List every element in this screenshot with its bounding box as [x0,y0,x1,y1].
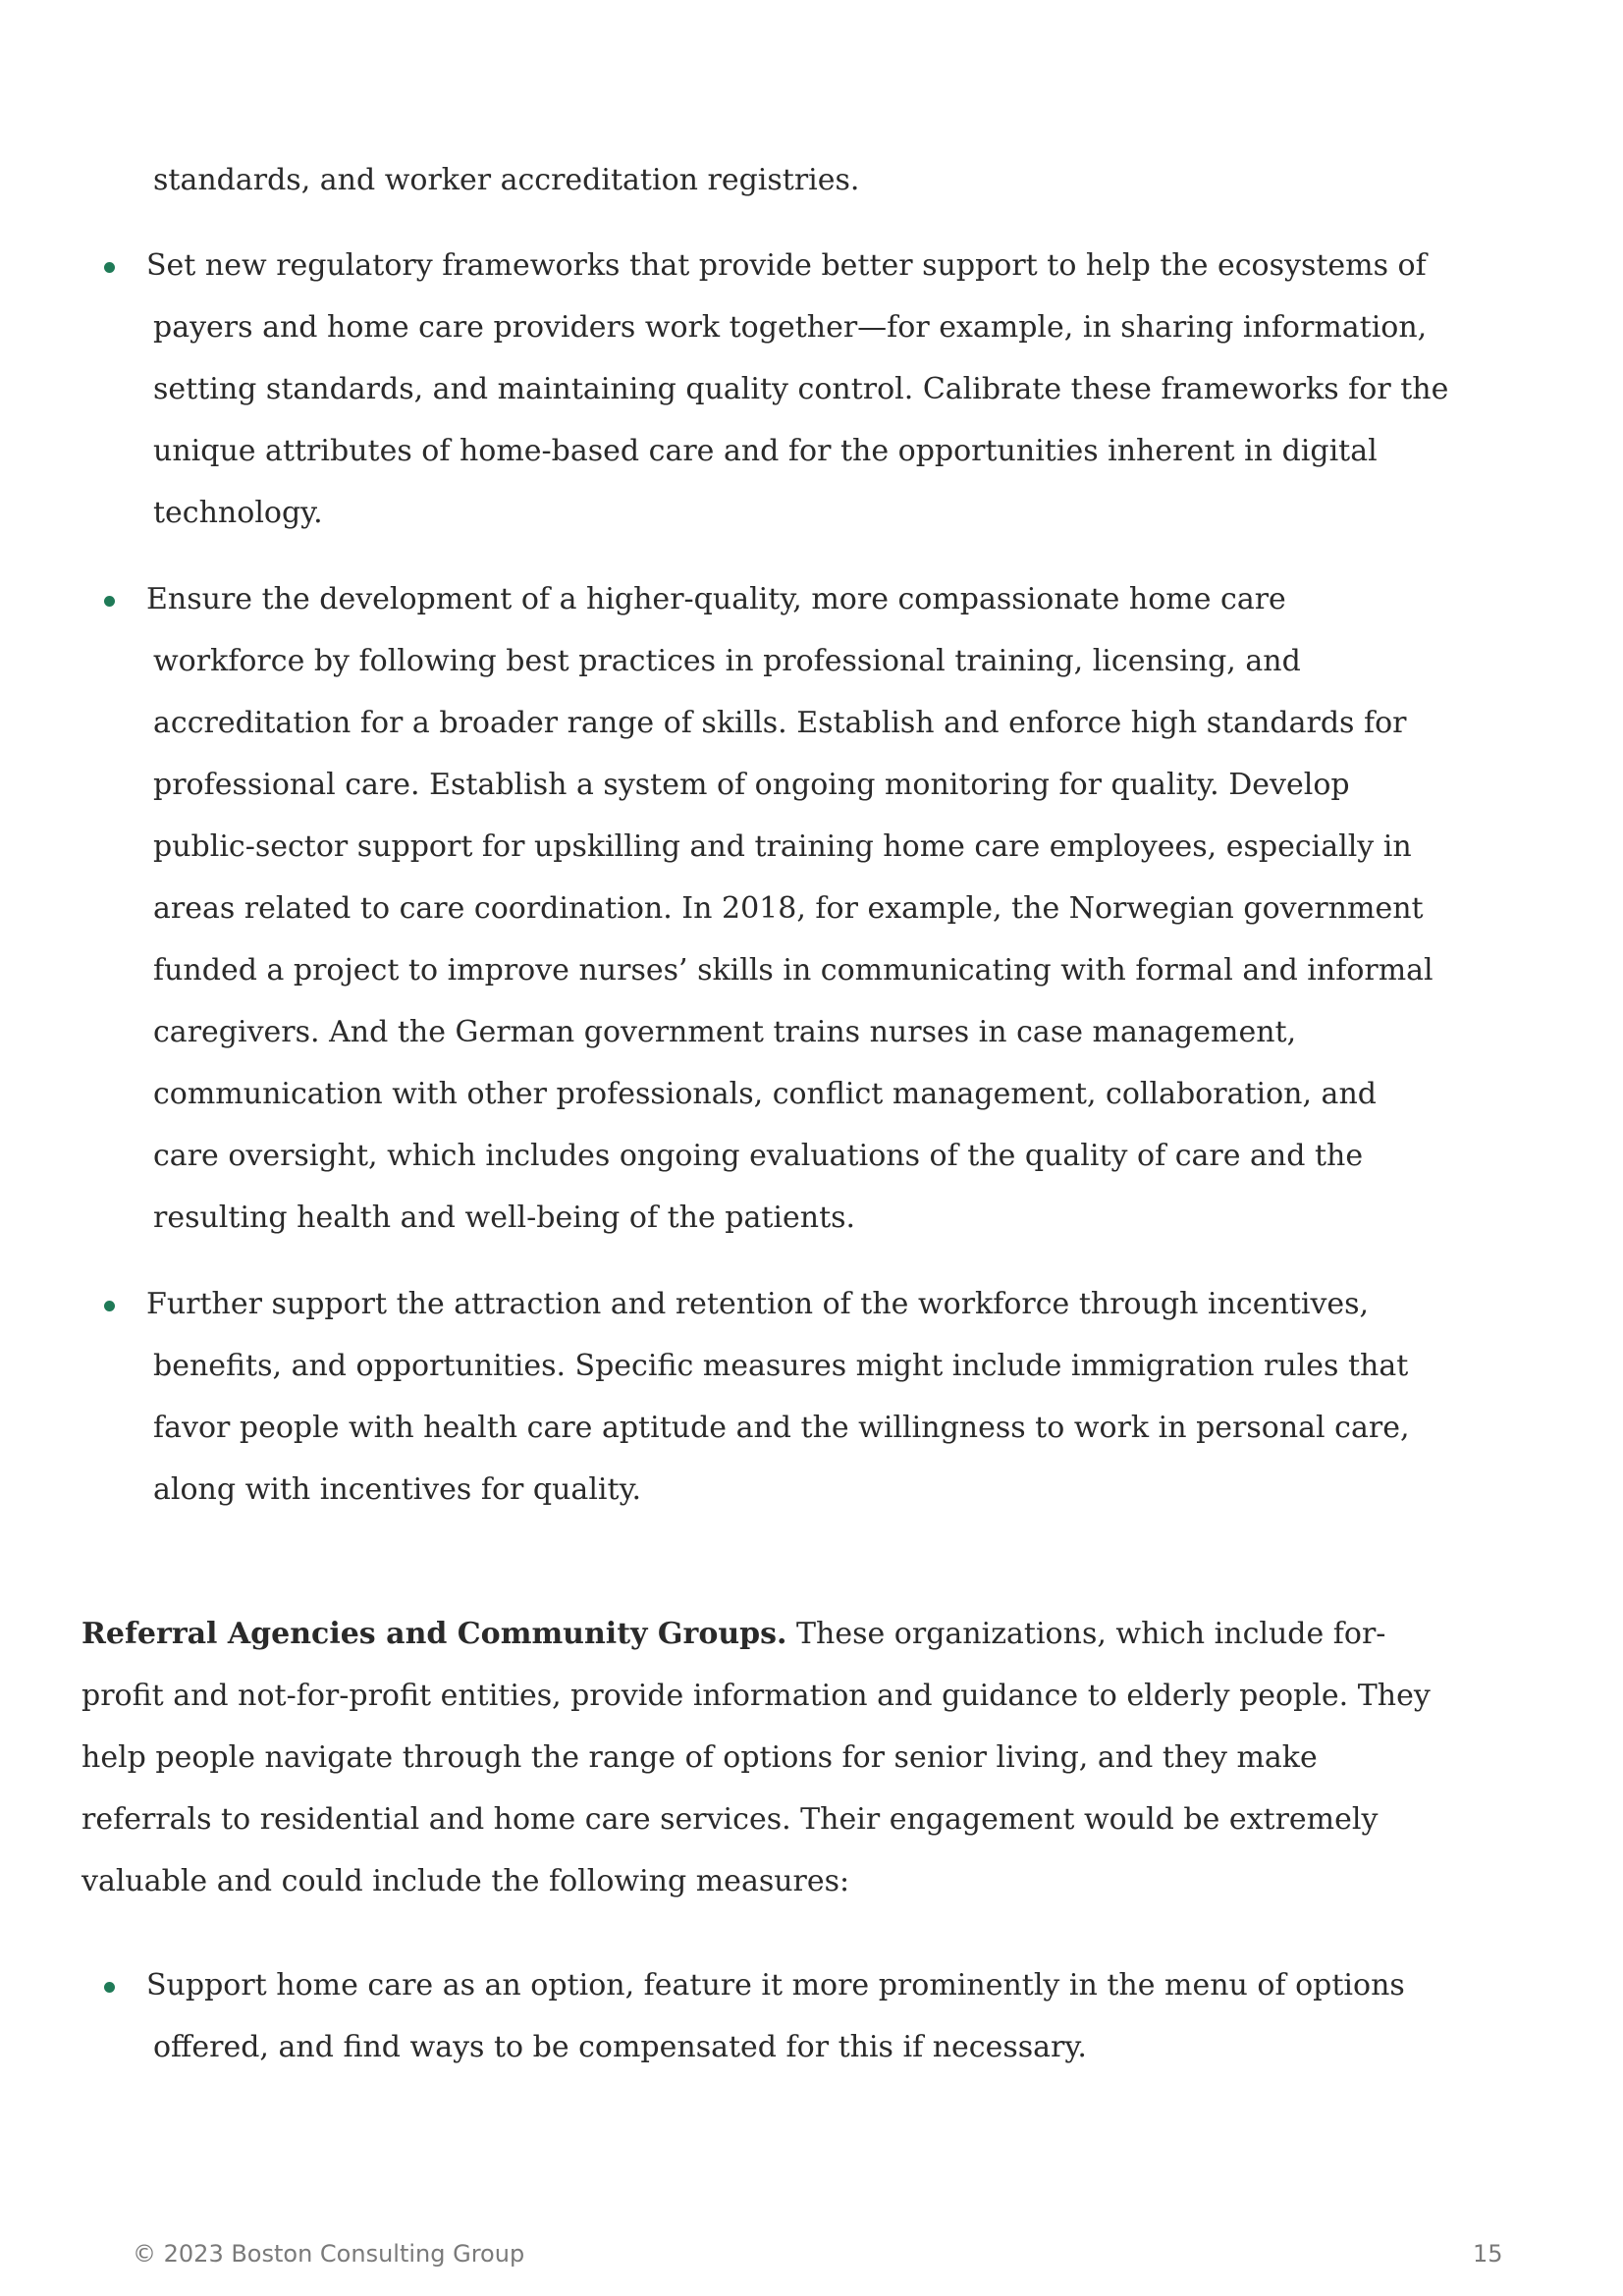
bullet-text-line: Support home care as an option, feature it more prominently in the menu of options [146,1968,1405,2002]
bullet-text-line: communication with other professionals, conflict management, collaboration, and [153,1077,1377,1111]
bullet-text-line: Ensure the development of a higher-quality, more compassionate home care [146,582,1286,616]
section-text-line: profit and not-for-profit entities, provide information and guidance to elderly people. They [81,1679,1431,1713]
bullet-text-line: favor people with health care aptitude and the willingness to work in personal care, [153,1411,1410,1445]
bullet-text-line: Further support the attraction and retention of the workforce through incentives, [146,1287,1370,1321]
bullet-icon [104,596,115,607]
bullet-icon [104,262,115,273]
section-heading: Referral Agencies and Community Groups. [81,1617,787,1651]
bullet-icon [104,1301,115,1311]
bullet-text-line: funded a project to improve nurses’ skills in communicating with formal and informal [153,953,1434,988]
section-text-line: help people navigate through the range of options for senior living, and they make [81,1740,1318,1775]
bullet-text-line: along with incentives for quality. [153,1472,642,1507]
section-text: These organizations, which include for- [786,1617,1386,1651]
bullet-text-line: caregivers. And the German government trains nurses in case management, [153,1015,1297,1049]
section-text-line: valuable and could include the following measures: [81,1864,850,1898]
continued-text-line: standards, and worker accreditation registries. [153,163,860,197]
bullet-text-line: technology. [153,496,323,530]
footer-page-number: 15 [1473,2240,1503,2268]
bullet-text-line: areas related to care coordination. In 2018, for example, the Norwegian government [153,891,1424,926]
section-text-line: referrals to residential and home care services. Their engagement would be extremely [81,1802,1379,1837]
bullet-text-line: unique attributes of home-based care and for the opportunities inherent in digital [153,434,1378,468]
footer-copyright: © 2023 Boston Consulting Group [133,2240,525,2268]
bullet-text-line: accreditation for a broader range of skills. Establish and enforce high standards for [153,706,1407,740]
bullet-text-line: payers and home care providers work together—for example, in sharing information, [153,310,1428,345]
bullet-text-line: benefits, and opportunities. Specific measures might include immigration rules that [153,1349,1409,1383]
bullet-text-line: professional care. Establish a system of ongoing monitoring for quality. Develop [153,768,1350,802]
section-first-line [81,1603,1385,1665]
bullet-text-line: setting standards, and maintaining quality control. Calibrate these frameworks for the [153,372,1449,406]
bullet-text-line: workforce by following best practices in professional training, licensing, and [153,644,1301,678]
bullet-text-line: offered, and find ways to be compensated for this if necessary. [153,2030,1087,2064]
bullet-icon [104,1982,115,1993]
bullet-text-line: public-sector support for upskilling and training home care employees, especially in [153,829,1412,864]
bullet-text-line: resulting health and well-being of the patients. [153,1201,856,1235]
bullet-text-line: Set new regulatory frameworks that provide better support to help the ecosystems of [146,248,1427,283]
bullet-text-line: care oversight, which includes ongoing evaluations of the quality of care and the [153,1139,1364,1173]
